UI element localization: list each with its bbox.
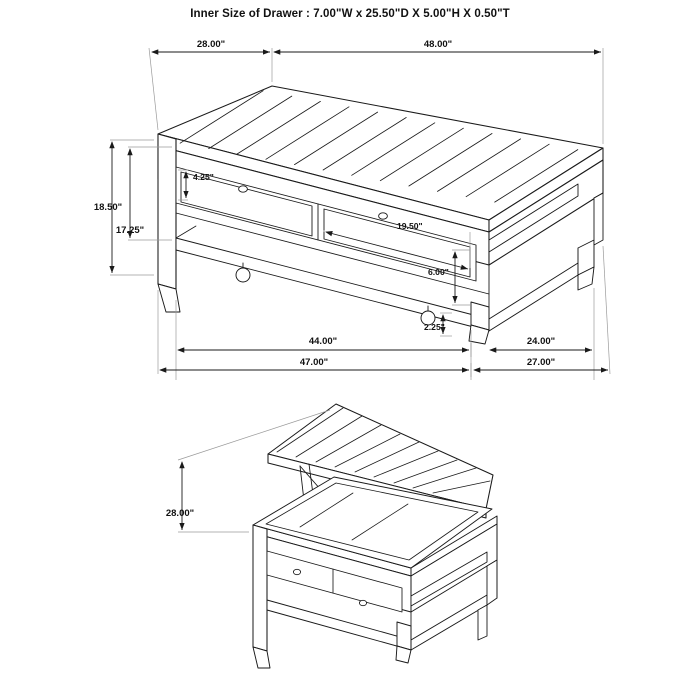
dim-base-front-width: 44.00" [308, 336, 338, 347]
page-title: Inner Size of Drawer : 7.00"W x 25.50"D X 5.00"H X 0.50"T [190, 8, 510, 20]
dim-drawer-height: 4.25" [193, 172, 214, 182]
lifttop-table-geometry [253, 404, 497, 668]
dim-lift-height: 28.00" [165, 508, 195, 519]
dim-shelf-clearance: 6.00" [428, 267, 449, 277]
dim-height-overall: 18.50" [93, 202, 123, 213]
dim-base-side-depth: 24.00" [526, 336, 556, 347]
dim-height-to-shelf: 17.25" [115, 225, 145, 236]
dim-leg-clearance: 2.25" [424, 322, 445, 332]
dim-drawer-width: 19.50" [397, 221, 423, 231]
dim-outer-front-width: 47.00" [299, 357, 329, 368]
dim-width-top: 48.00" [423, 39, 453, 50]
dim-depth-top: 28.00" [196, 39, 226, 50]
dim-outer-side-depth: 27.00" [526, 357, 556, 368]
